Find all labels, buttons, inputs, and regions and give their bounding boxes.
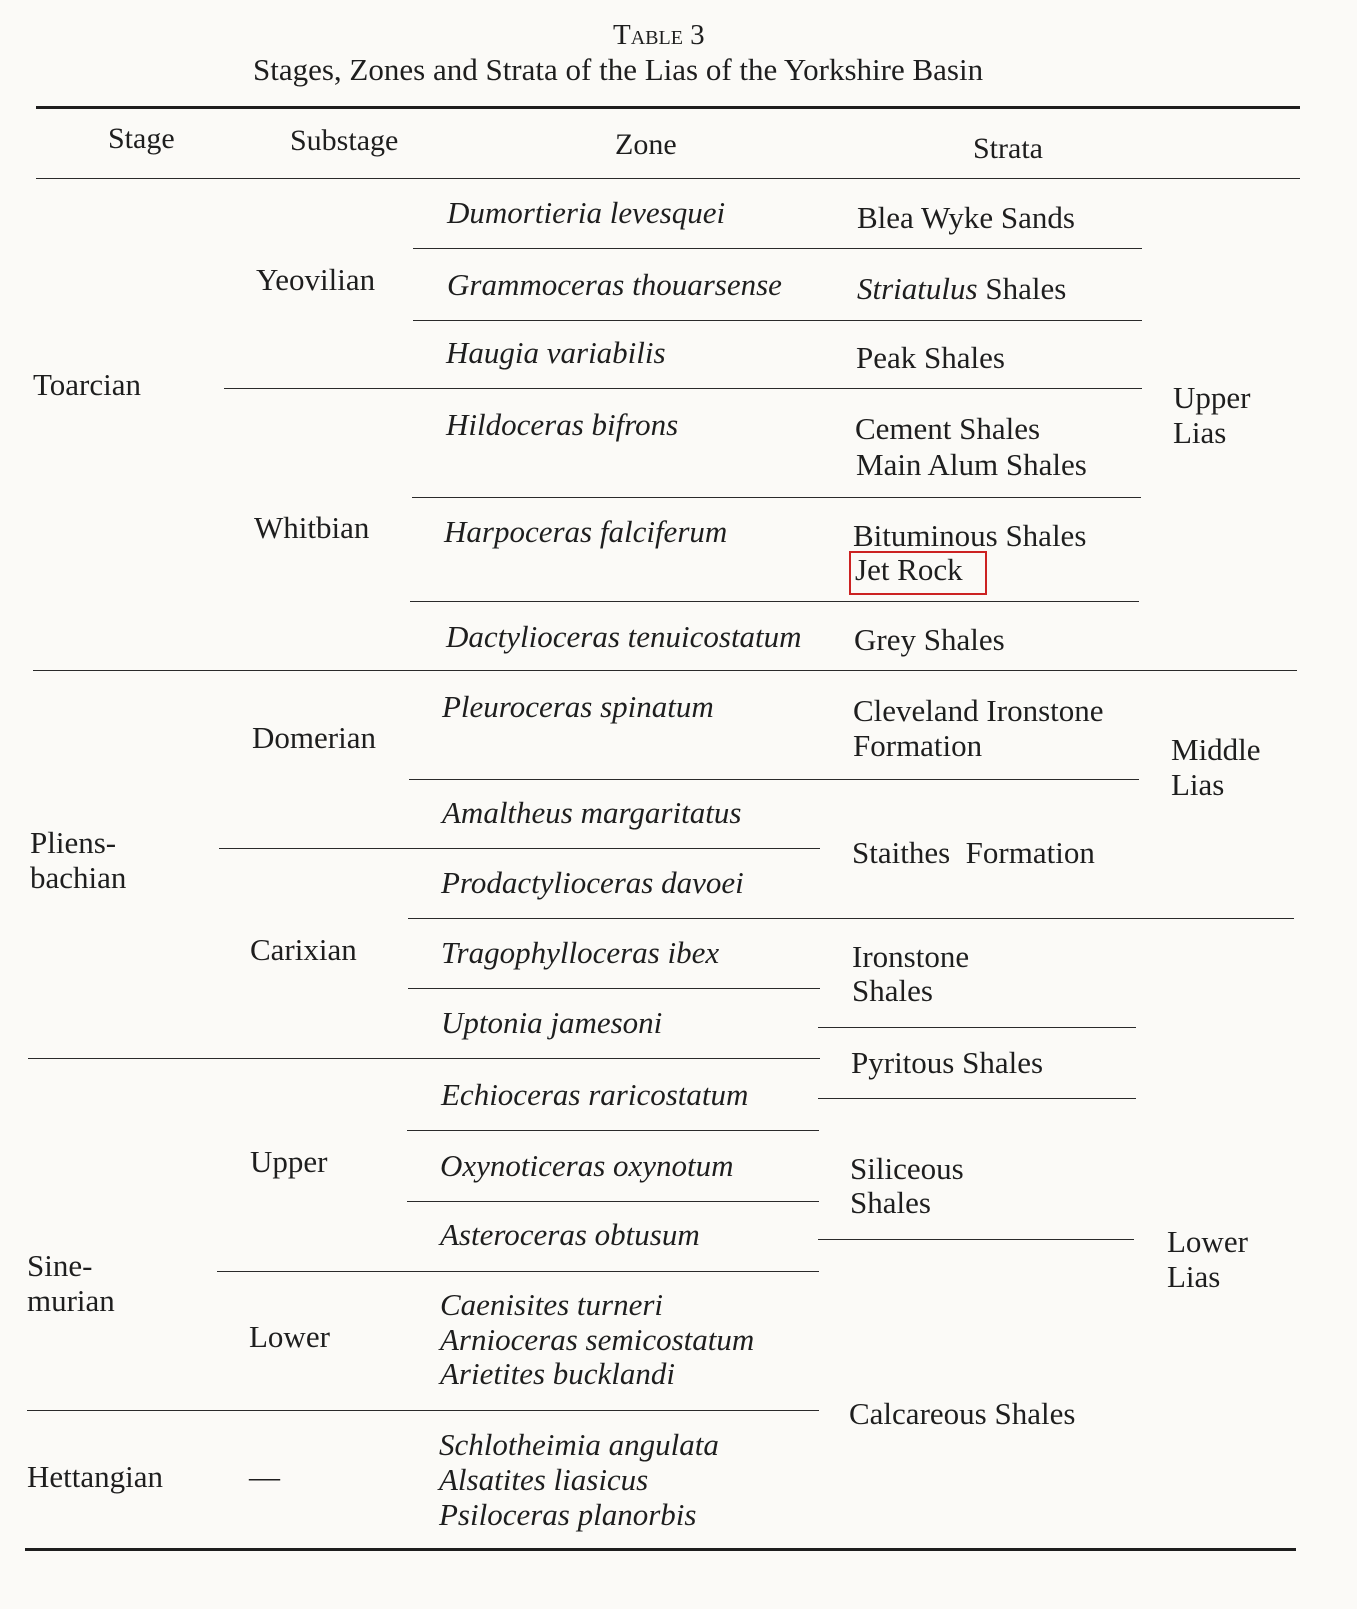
substage-divider	[217, 1271, 819, 1272]
zone-item: Tragophylloceras ibex	[441, 935, 720, 970]
series-lower-lias-line2: Lias	[1167, 1259, 1221, 1294]
strata-divider	[818, 1239, 1134, 1240]
strata-divider	[818, 1027, 1136, 1028]
series-upper-lias-line2: Lias	[1173, 415, 1227, 450]
strata-grey-shales: Grey Shales	[854, 622, 1005, 657]
table-title: Stages, Zones and Strata of the Lias of the Yorkshire Basin	[253, 52, 984, 87]
strata-ironstone-line1: Ironstone	[852, 939, 970, 974]
strata-bituminous-shales: Bituminous Shales	[853, 518, 1087, 553]
strata-cleveland-line2: Formation	[853, 728, 983, 763]
zone-divider	[408, 988, 820, 989]
zone-item: Pleuroceras spinatum	[442, 689, 714, 724]
series-lower-lias-line1: Lower	[1167, 1224, 1248, 1259]
stage-pliensbachian-line2: bachian	[30, 860, 127, 895]
strata-main-alum-shales: Main Alum Shales	[856, 447, 1087, 482]
zone-item: Echioceras raricostatum	[441, 1077, 749, 1112]
substage-yeovilian: Yeovilian	[256, 262, 376, 297]
substage-divider	[219, 848, 820, 849]
strata-cement-shales: Cement Shales	[855, 411, 1041, 446]
stage-divider-pliensbachian-sinemurian	[28, 1058, 820, 1059]
substage-hettangian-dash: —	[249, 1459, 280, 1494]
substage-lower: Lower	[249, 1319, 330, 1354]
strata-jet-rock: Jet Rock	[855, 552, 963, 587]
stage-pliensbachian-line1: Pliens-	[30, 825, 117, 860]
stage-hettangian: Hettangian	[27, 1459, 164, 1494]
strata-siliceous-line1: Siliceous	[850, 1151, 964, 1186]
series-middle-lias-line1: Middle	[1171, 732, 1261, 767]
strata-siliceous-line2: Shales	[850, 1185, 931, 1220]
zone-item: Hildoceras bifrons	[446, 407, 679, 442]
bottom-rule	[25, 1548, 1296, 1551]
strata-striatulus-name: Striatulus	[857, 271, 978, 306]
strata-staithes-formation: Staithes Formation	[852, 835, 1095, 870]
zone-item: Schlotheimia angulata	[439, 1427, 719, 1462]
substage-upper: Upper	[250, 1144, 328, 1179]
substage-domerian: Domerian	[252, 720, 376, 755]
zone-divider	[410, 601, 1139, 602]
zone-item: Psiloceras planorbis	[439, 1497, 697, 1532]
zone-item: Asteroceras obtusum	[440, 1217, 700, 1252]
strata-divider	[818, 1098, 1136, 1099]
zone-divider	[407, 1201, 819, 1202]
zone-item: Oxynoticeras oxynotum	[440, 1148, 734, 1183]
series-upper-lias-line1: Upper	[1173, 380, 1251, 415]
zone-item: Dumortieria levesquei	[447, 195, 726, 230]
substage-whitbian: Whitbian	[254, 510, 370, 545]
zone-item: Alsatites liasicus	[439, 1462, 649, 1497]
stage-divider-toarcian-pliensbachian	[33, 670, 1297, 671]
header-rule	[36, 178, 1300, 179]
strata-ironstone-line2: Shales	[852, 973, 933, 1008]
stage-toarcian: Toarcian	[33, 367, 141, 402]
zone-divider	[409, 779, 1139, 780]
header-zone: Zone	[615, 128, 677, 161]
zone-item: Grammoceras thouarsense	[447, 267, 782, 302]
header-substage: Substage	[290, 124, 399, 157]
top-rule	[36, 106, 1300, 109]
stage-divider-sinemurian-hettangian	[27, 1410, 819, 1411]
strata-pyritous-shales: Pyritous Shales	[851, 1045, 1044, 1080]
zone-item: Caenisites turneri	[440, 1287, 664, 1322]
zone-divider	[413, 248, 1142, 249]
strata-peak-shales: Peak Shales	[856, 340, 1005, 375]
header-strata: Strata	[973, 132, 1043, 165]
zone-item: Amaltheus margaritatus	[442, 795, 742, 830]
substage-carixian: Carixian	[250, 932, 357, 967]
series-middle-lias-line2: Lias	[1171, 767, 1225, 802]
strata-blea-wyke-sands: Blea Wyke Sands	[857, 200, 1075, 235]
zone-item: Uptonia jamesoni	[441, 1005, 663, 1040]
zone-item: Haugia variabilis	[446, 335, 666, 370]
strata-striatulus-shales	[857, 272, 1066, 306]
zone-divider	[413, 320, 1142, 321]
header-stage: Stage	[108, 122, 175, 155]
zone-item: Arietites bucklandi	[440, 1356, 676, 1391]
zone-item: Harpoceras falciferum	[444, 514, 728, 549]
substage-divider	[224, 388, 1142, 389]
zone-divider	[412, 497, 1141, 498]
zone-item: Arnioceras semicostatum	[440, 1322, 755, 1357]
zone-divider	[407, 1130, 819, 1131]
stage-sinemurian-line1: Sine-	[27, 1248, 93, 1283]
table-label: Table 3	[613, 19, 705, 51]
zone-item: Dactylioceras tenuicostatum	[446, 619, 802, 654]
strata-striatulus-suffix: Shales	[977, 271, 1067, 306]
zone-item: Prodactylioceras davoei	[441, 865, 744, 900]
stage-sinemurian-line2: murian	[27, 1283, 115, 1318]
zone-divider	[408, 918, 1294, 919]
strata-cleveland-line1: Cleveland Ironstone	[853, 693, 1104, 728]
strata-calcareous-shales: Calcareous Shales	[849, 1396, 1076, 1431]
